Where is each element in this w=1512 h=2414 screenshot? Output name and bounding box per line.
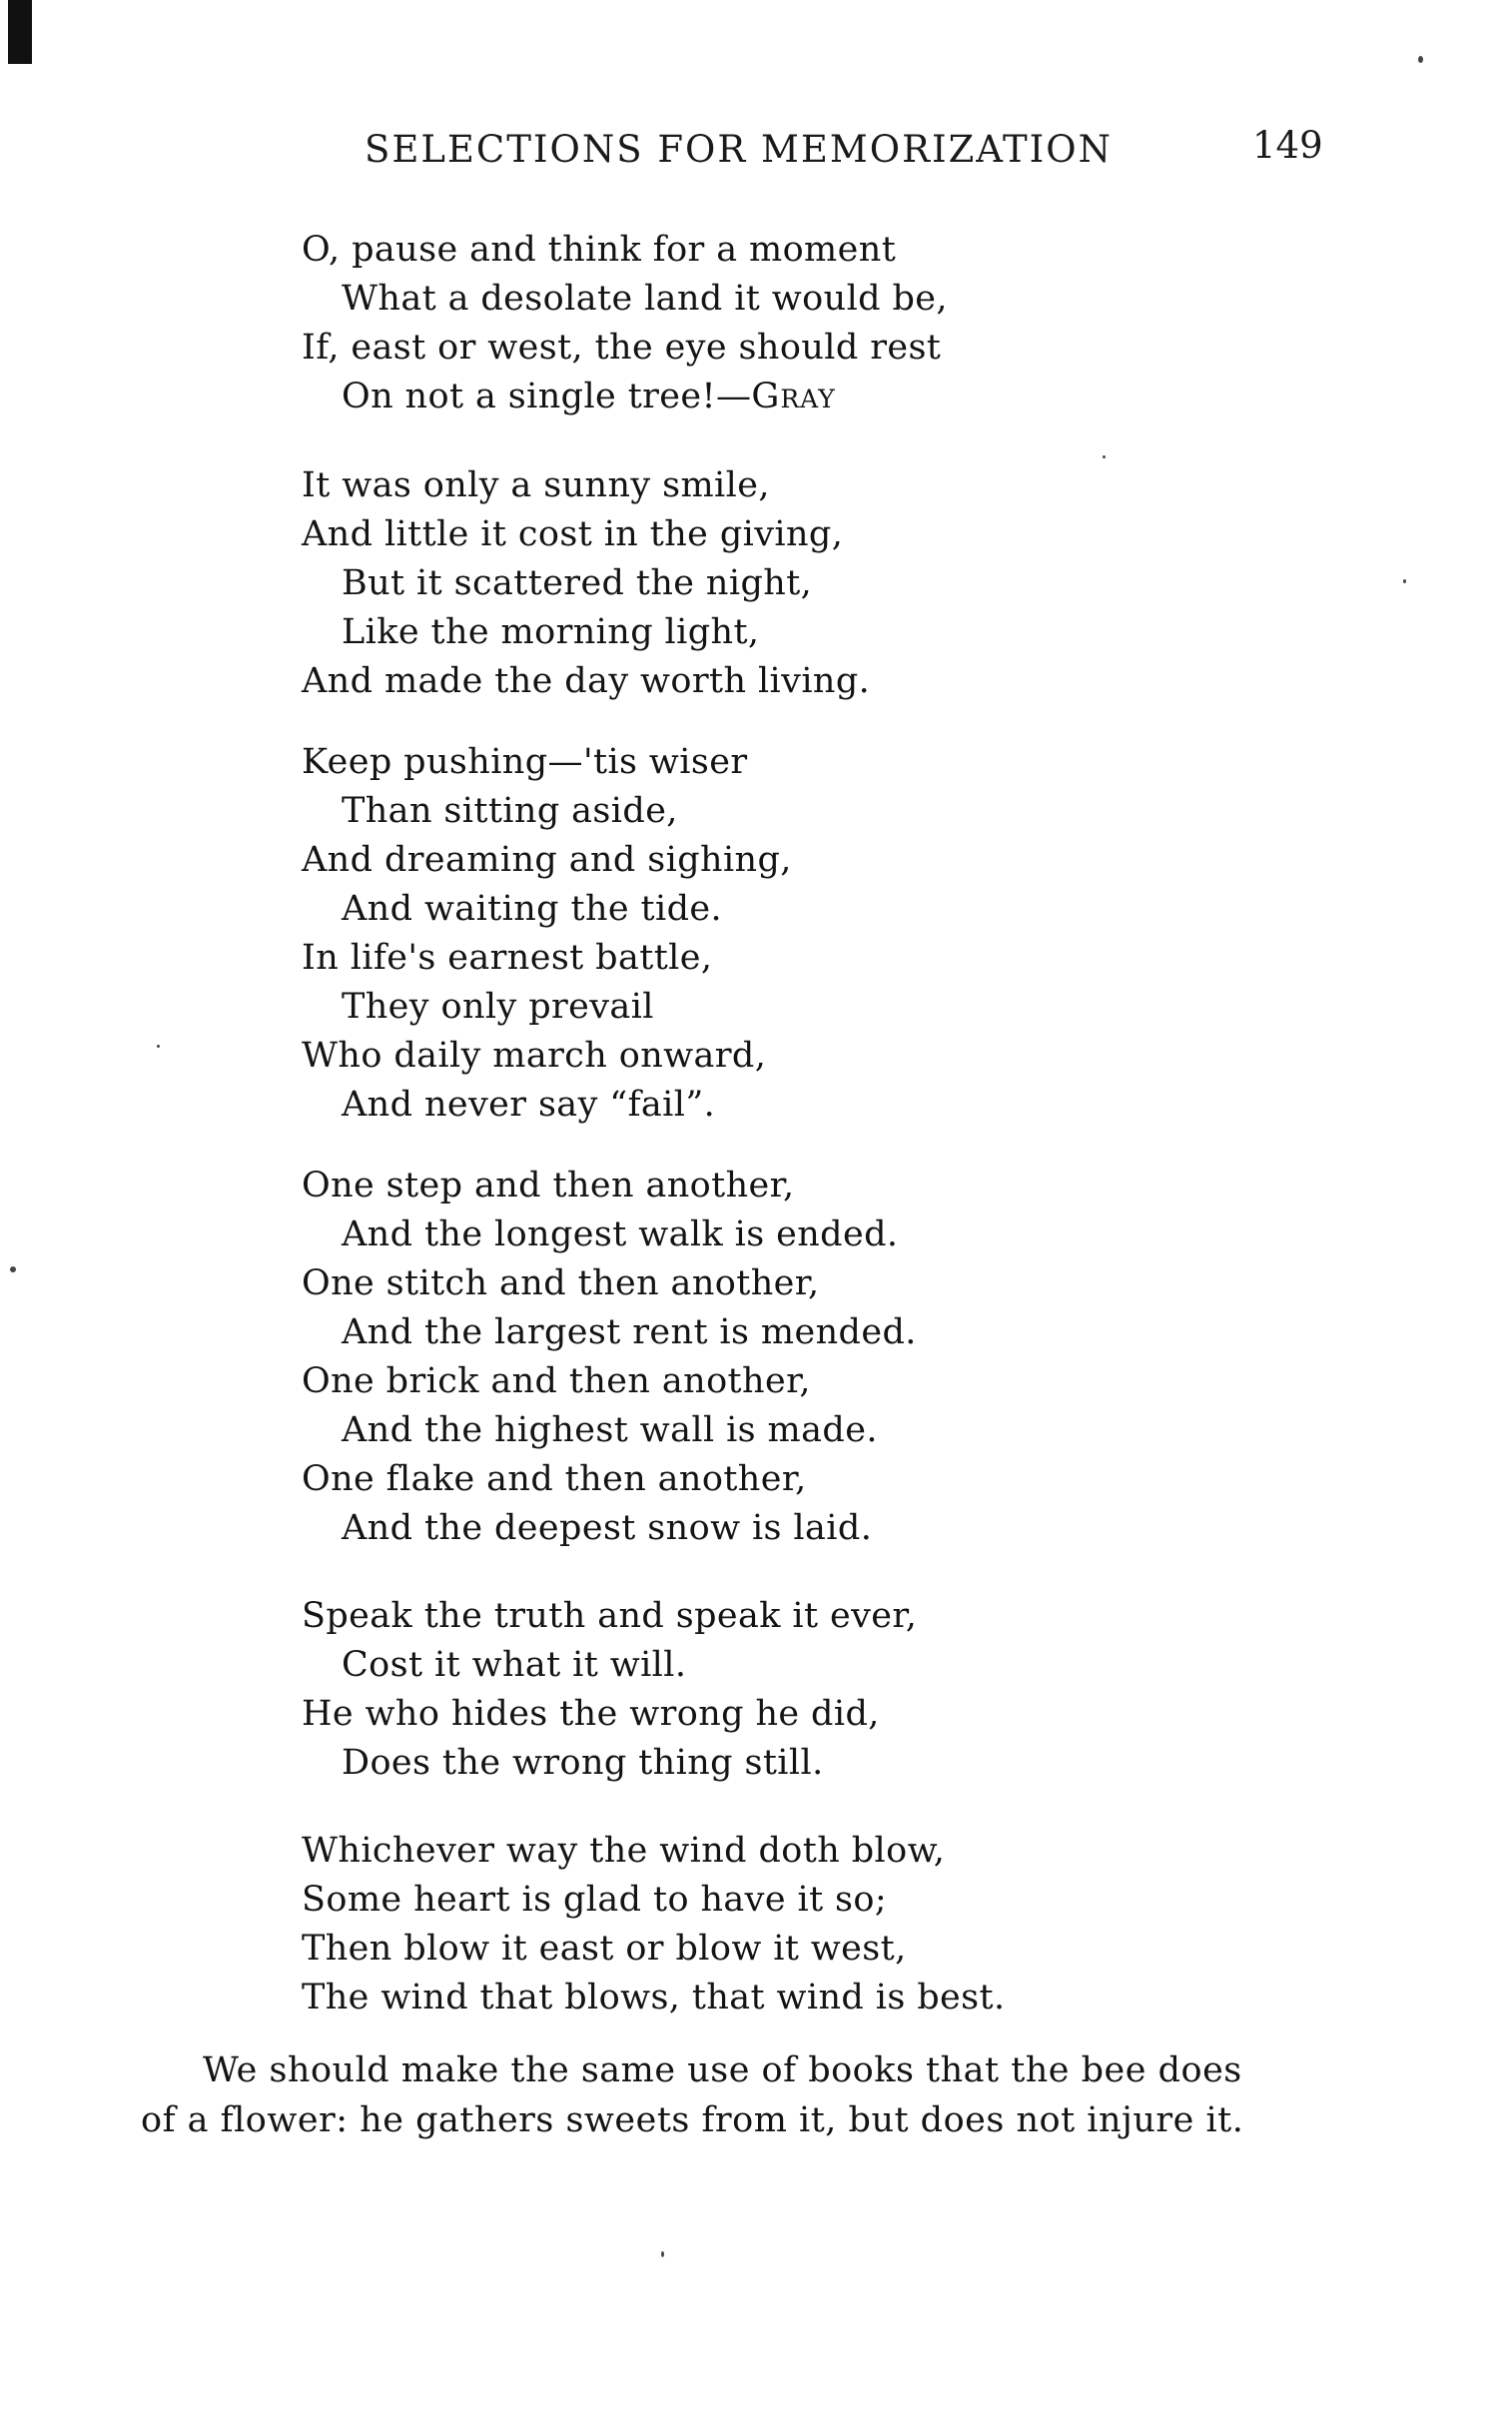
poem-line: Cost it what it will. bbox=[342, 1645, 687, 1685]
scan-speck bbox=[10, 1266, 16, 1272]
poem-line: In life's earnest battle, bbox=[302, 938, 713, 978]
poem-line: Keep pushing—'tis wiser bbox=[302, 742, 748, 782]
poem-line: And the highest wall is made. bbox=[342, 1410, 878, 1450]
poem-line: Like the morning light, bbox=[342, 612, 760, 652]
running-head: SELECTIONS FOR MEMORIZATION bbox=[365, 128, 1113, 171]
poem-line: And the longest walk is ended. bbox=[342, 1214, 899, 1254]
prose-paragraph bbox=[141, 2045, 1319, 2145]
page-number: 149 bbox=[1252, 124, 1323, 167]
poem-line: Than sitting aside, bbox=[342, 791, 678, 831]
poem-line: And made the day worth living. bbox=[302, 661, 871, 701]
poem-line: Some heart is glad to have it so; bbox=[302, 1880, 888, 1920]
prose-line: of a flower: he gathers sweets from it, but does not injure it. bbox=[141, 2100, 1244, 2140]
poem-line: Does the wrong thing still. bbox=[342, 1743, 824, 1783]
poem-line: One brick and then another, bbox=[302, 1361, 811, 1401]
stanza-wind bbox=[302, 1827, 1300, 2022]
poem-line: One stitch and then another, bbox=[302, 1263, 820, 1303]
scan-edge-mark bbox=[8, 0, 32, 64]
poem-line: One step and then another, bbox=[302, 1166, 795, 1206]
poem-line-text: On not a single tree!— bbox=[342, 377, 752, 416]
poem-line: It was only a sunny smile, bbox=[302, 465, 770, 505]
poem-line: What a desolate land it would be, bbox=[342, 279, 948, 319]
poem-line: And the deepest snow is laid. bbox=[342, 1508, 873, 1548]
poem-line: He who hides the wrong he did, bbox=[302, 1694, 880, 1734]
stanza-speak-truth bbox=[302, 1592, 1300, 1788]
poem-line: One flake and then another, bbox=[302, 1459, 807, 1499]
poem-line: And the largest rent is mended. bbox=[342, 1312, 917, 1352]
poem-selections bbox=[302, 226, 1300, 2022]
scan-speck bbox=[661, 2251, 664, 2257]
author-attribution: Gray bbox=[751, 377, 836, 416]
prose-line: We should make the same use of books that the bee does bbox=[203, 2050, 1242, 2090]
scan-speck bbox=[1403, 579, 1406, 583]
poem-line: If, east or west, the eye should rest bbox=[302, 328, 942, 368]
stanza-one-step bbox=[302, 1162, 1300, 1553]
scan-speck bbox=[1418, 56, 1423, 63]
stanza-sunny-smile bbox=[302, 461, 1300, 706]
poem-line: And little it cost in the giving, bbox=[302, 514, 844, 554]
poem-line-with-attribution bbox=[302, 373, 1300, 421]
poem-line: Speak the truth and speak it ever, bbox=[302, 1596, 918, 1636]
poem-line: But it scattered the night, bbox=[342, 563, 813, 603]
poem-line: And dreaming and sighing, bbox=[302, 840, 792, 880]
poem-line: Then blow it east or blow it west, bbox=[302, 1929, 907, 1969]
poem-line: And never say “fail”. bbox=[342, 1085, 716, 1125]
poem-line: The wind that blows, that wind is best. bbox=[302, 1978, 1006, 2017]
stanza-trees bbox=[302, 226, 1300, 421]
stanza-keep-pushing bbox=[302, 738, 1300, 1130]
poem-line: O, pause and think for a moment bbox=[302, 230, 897, 270]
poem-line: Who daily march onward, bbox=[302, 1036, 767, 1076]
poem-line: And waiting the tide. bbox=[342, 889, 723, 929]
poem-line: They only prevail bbox=[342, 987, 654, 1027]
poem-line: Whichever way the wind doth blow, bbox=[302, 1831, 946, 1871]
scan-speck bbox=[157, 1045, 160, 1048]
